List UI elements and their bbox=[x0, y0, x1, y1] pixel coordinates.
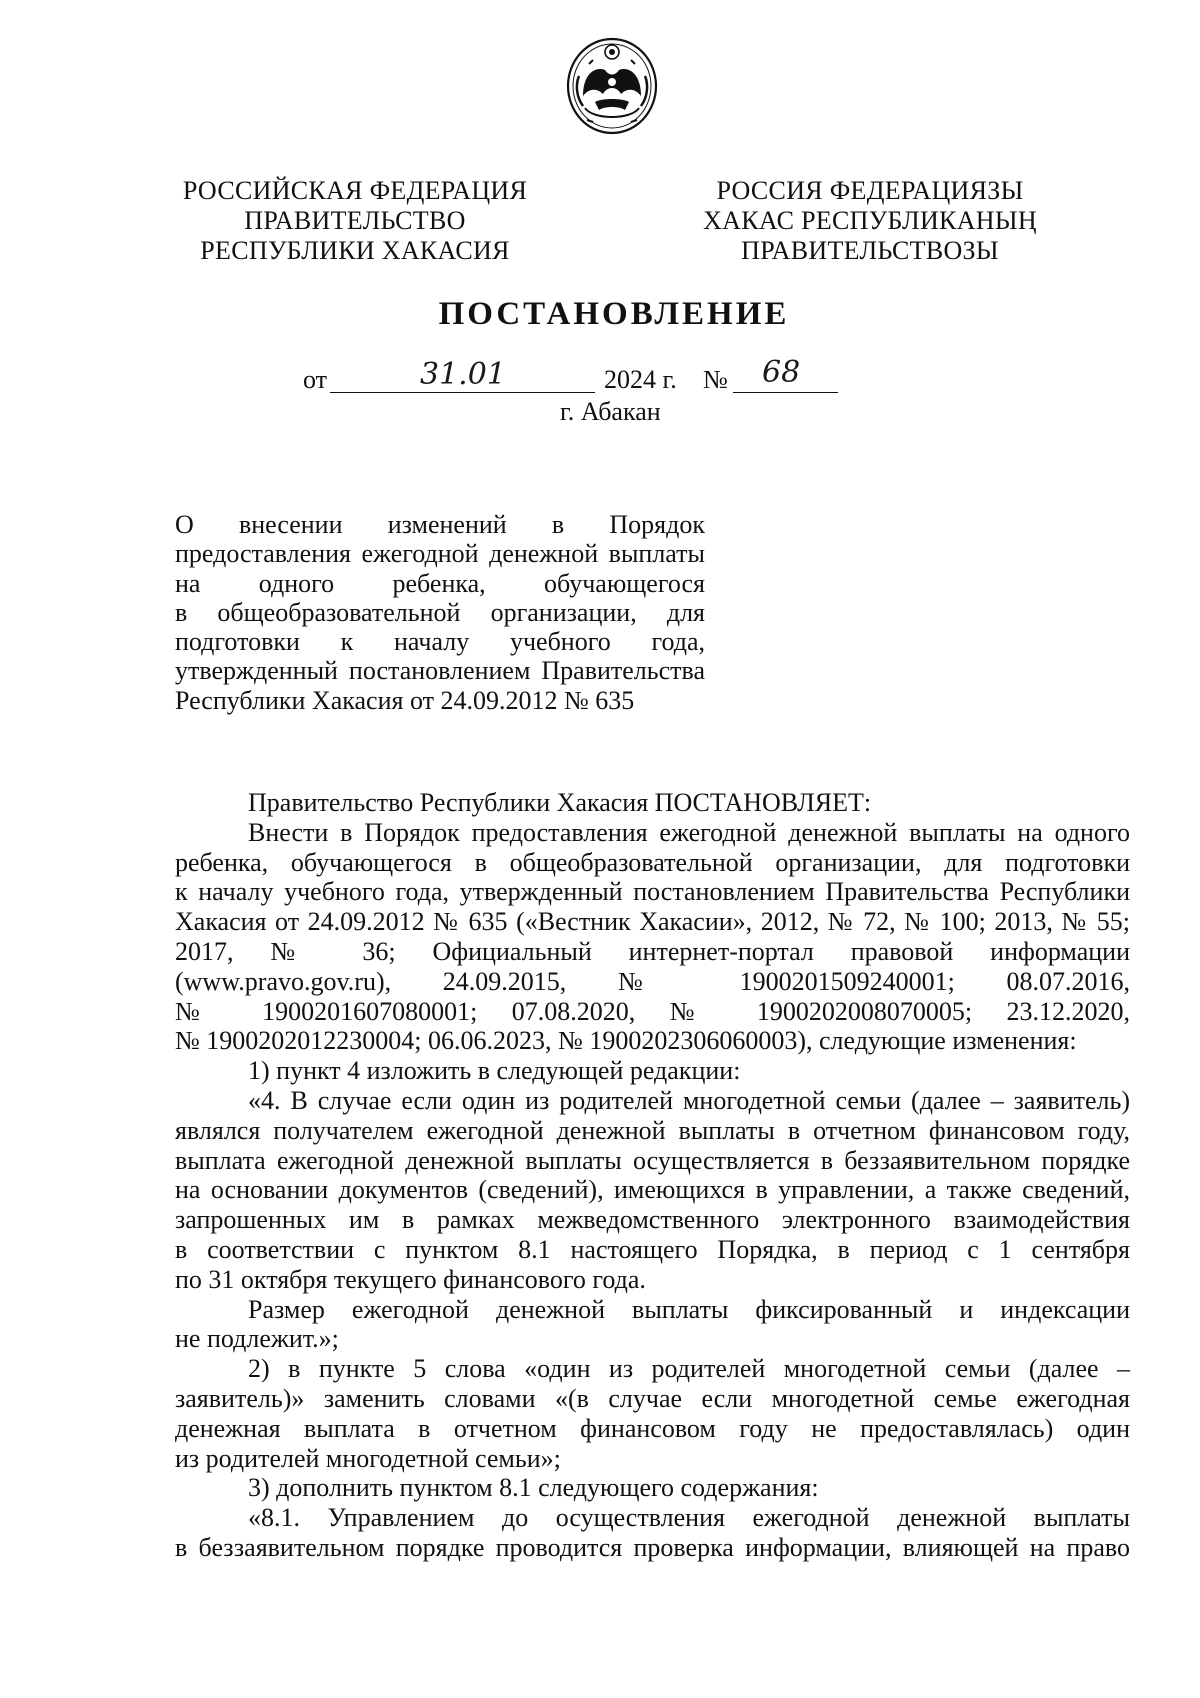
document-body bbox=[175, 788, 1130, 1563]
body-line: денежная выплата в отчетном финансовом году не предоставлялась) один bbox=[175, 1413, 1130, 1443]
subject-line: подготовки к началу учебного года, bbox=[175, 627, 705, 657]
subject-line: в общеобразовательной организации, для bbox=[175, 597, 705, 627]
body-line: Размер ежегодной денежной выплаты фиксированный и индексации bbox=[248, 1294, 1130, 1324]
from-label: от bbox=[303, 365, 328, 394]
coat-of-arms-emblem bbox=[565, 36, 659, 136]
header-left-line-2: ПРАВИТЕЛЬСТВО bbox=[244, 206, 466, 235]
body-line: заявитель)» заменить словами «(в случае если многодетной семье ежегодная bbox=[175, 1383, 1130, 1413]
header-right bbox=[700, 176, 1040, 266]
subject-line: предоставления ежегодной денежной выплаты bbox=[175, 539, 705, 569]
body-line: по 31 октября текущего финансового года. bbox=[175, 1264, 646, 1294]
body-line: запрошенных им в рамках межведомственного электронного взаимодействия bbox=[175, 1205, 1130, 1235]
header-right-line-3: ПРАВИТЕЛЬСТВОЗЫ bbox=[741, 236, 999, 265]
body-line: выплата ежегодной денежной выплаты осуществляется в беззаявительном порядке bbox=[175, 1145, 1130, 1175]
subject-block bbox=[175, 510, 705, 715]
number-underline bbox=[733, 392, 838, 393]
body-line: Правительство Республики Хакасия ПОСТАНОВЛЯЕТ: bbox=[248, 788, 872, 817]
subject-line: на одного ребенка, обучающегося bbox=[175, 568, 705, 598]
subject-line: утвержденный постановлением Правительства bbox=[175, 656, 705, 686]
body-line: в соответствии с пунктом 8.1 настоящего Порядка, в период с 1 сентября bbox=[175, 1234, 1130, 1264]
body-line: ребенка, обучающегося в общеобразовательной организации, для подготовки bbox=[175, 847, 1130, 877]
year-label: 2024 г. bbox=[604, 365, 677, 394]
handwritten-date: 31.01 bbox=[420, 357, 506, 392]
header-left-line-1: РОССИЙСКАЯ ФЕДЕРАЦИЯ bbox=[182, 176, 528, 205]
date-underline bbox=[330, 392, 595, 393]
body-line: не подлежит.»; bbox=[175, 1324, 339, 1354]
subject-line: О внесении изменений в Порядок bbox=[175, 510, 705, 539]
header-left bbox=[175, 176, 535, 266]
header-right-line-1: РОССИЯ ФЕДЕРАЦИЯЗЫ bbox=[716, 176, 1024, 205]
number-label: № bbox=[703, 365, 728, 394]
body-line: Хакасия от 24.09.2012 № 635 («Вестник Хакасии», 2012, № 72, № 100; 2013, № 55; bbox=[175, 907, 1130, 937]
body-line: (www.pravo.gov.ru), 24.09.2015, № 1900201509240001; 08.07.2016, bbox=[175, 966, 1130, 996]
city-label: г. Абакан bbox=[560, 397, 661, 426]
body-line: к началу учебного года, утвержденный постановлением Правительства Республики bbox=[175, 877, 1130, 907]
body-line: в беззаявительном порядке проводится проверка информации, влияющей на право bbox=[175, 1532, 1130, 1562]
body-line: «8.1. Управлением до осуществления ежегодной денежной выплаты bbox=[248, 1503, 1130, 1533]
header-left-line-3: РЕСПУБЛИКИ ХАКАСИЯ bbox=[200, 236, 510, 265]
body-line: из родителей многодетной семьи»; bbox=[175, 1443, 561, 1473]
body-line: Внести в Порядок предоставления ежегодной денежной выплаты на одного bbox=[248, 817, 1130, 847]
header-right-line-2: ХАКАС РЕСПУБЛИКАНЫҢ bbox=[703, 206, 1037, 235]
body-line: № 1900201607080001; 07.08.2020, № 1900202008070005; 23.12.2020, bbox=[175, 996, 1130, 1026]
body-line: «4. В случае если один из родителей многодетной семьи (далее – заявитель) bbox=[248, 1085, 1130, 1115]
body-line: № 1900202012230004; 06.06.2023, № 1900202306060003), следующие изменения: bbox=[175, 1026, 1077, 1056]
document-title: ПОСТАНОВЛЕНИЕ bbox=[438, 296, 790, 332]
handwritten-number: 68 bbox=[762, 355, 801, 390]
body-line: 2) в пункте 5 слова «один из родителей многодетной семьи (далее – bbox=[248, 1354, 1130, 1384]
body-line: 3) дополнить пунктом 8.1 следующего содержания: bbox=[248, 1473, 819, 1503]
body-line: являлся получателем ежегодной денежной выплаты в отчетном финансовом году, bbox=[175, 1115, 1130, 1145]
subject-line: Республики Хакасия от 24.09.2012 № 635 bbox=[175, 685, 635, 715]
body-line: на основании документов (сведений), имеющихся в управлении, а также сведений, bbox=[175, 1175, 1130, 1205]
body-line: 1) пункт 4 изложить в следующей редакции: bbox=[248, 1056, 741, 1086]
body-line: 2017, № 36; Официальный интернет-портал правовой информации bbox=[175, 936, 1130, 966]
